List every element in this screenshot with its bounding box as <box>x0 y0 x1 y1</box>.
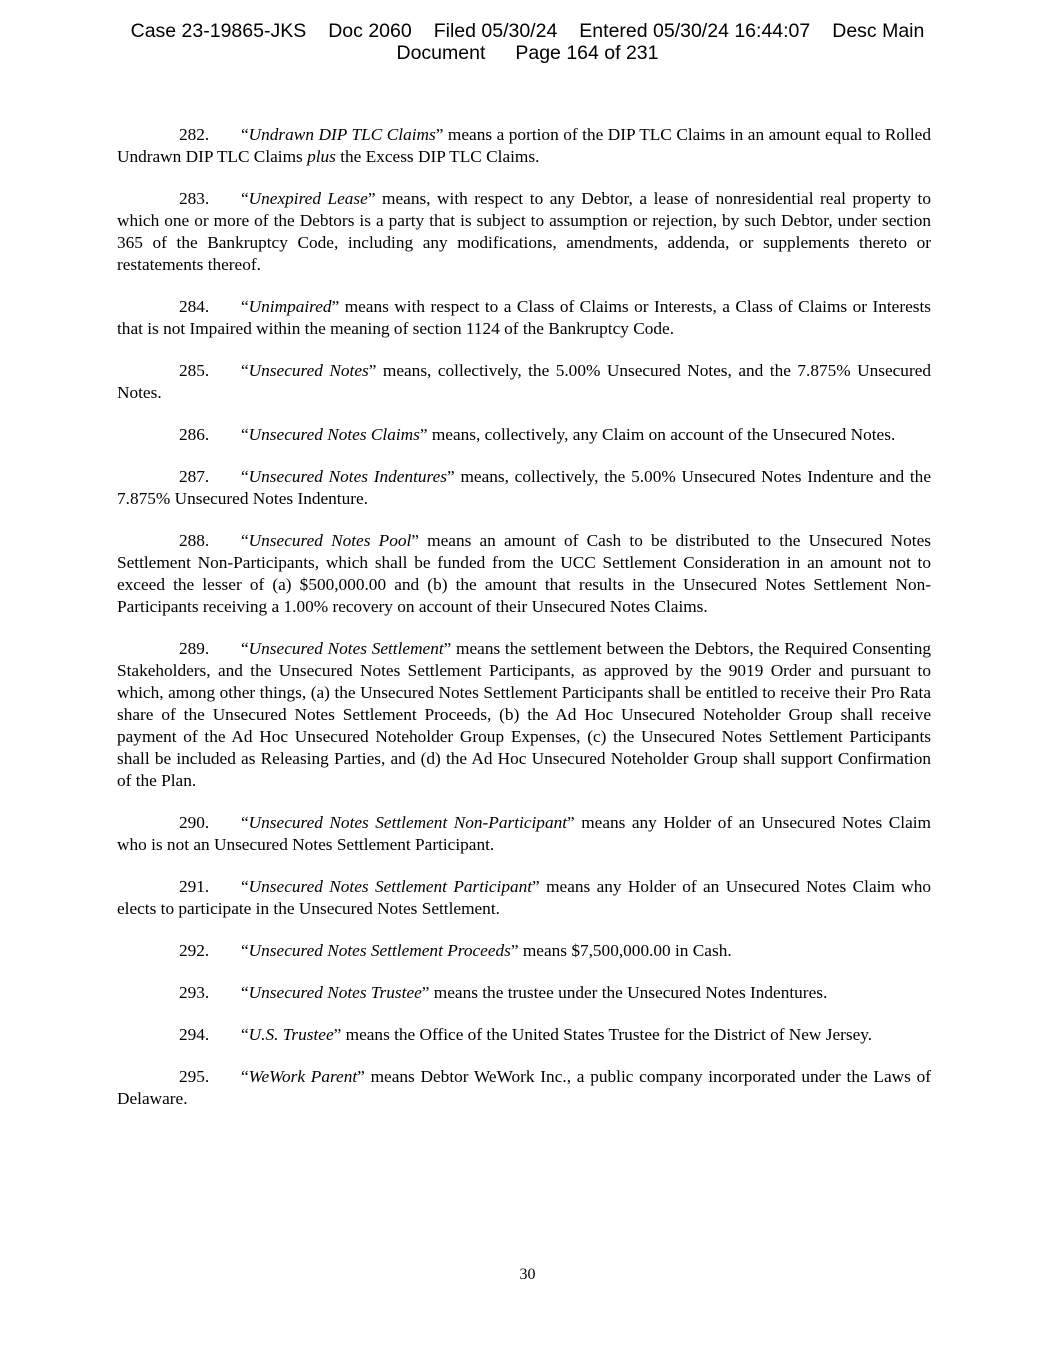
definition-text: ” means, collectively, the 5.00% Unsecured Notes Indenture and the 7.875% Unsecured Notes Indenture. <box>117 467 931 508</box>
document-label: Document <box>396 42 486 64</box>
definition-text: ” means the trustee under the Unsecured Notes Indentures. <box>421 983 828 1002</box>
defined-term: Unsecured Notes <box>248 361 369 380</box>
paragraph-number: 294. <box>179 1025 210 1044</box>
defined-term: Unsecured Notes Indentures <box>248 467 448 486</box>
definition-paragraph: 292. “Unsecured Notes Settlement Proceeds” means $7,500,000.00 in Cash. <box>179 941 732 960</box>
defined-term: Unsecured Notes Settlement <box>248 639 444 658</box>
defined-term: Unsecured Notes Settlement Proceeds <box>248 941 511 960</box>
definition-text: ” means with respect to a Class of Claims or Interests, a Class of Claims or Interests that is not Impaired within the meaning of section 1124 of the Bankruptcy Code. <box>117 297 931 338</box>
defined-term: Unsecured Notes Settlement Non-Participant <box>248 813 568 832</box>
paragraph-number: 295. <box>179 1067 210 1086</box>
filed-date: Filed 05/30/24 <box>433 20 558 42</box>
definition-paragraph: 289. “Unsecured Notes Settlement” means the settlement between the Debtors, the Required Consenting Stakeholders, and the Unsecured Notes Settlement Participants, as approved by the 9019 Order and pursuant to which, among other things, (a) the Unsecured Notes Settlement Participants shall be entitled to receive their Pro Rata share of the Unsecured Notes Settlement Proceeds, (b) the Ad Hoc Unsecured Noteholder Group shall receive payment of the Ad Hoc Unsecured Noteholder Group Expenses, (c) the Unsecured Notes Settlement Participants shall be included as Releasing Parties, and (d) the Ad Hoc Unsecured Noteholder Group shall support Confirmation of the Plan. <box>117 639 931 790</box>
emphasis-text: plus <box>307 147 336 166</box>
paragraph-number: 287. <box>179 467 210 486</box>
paragraph-number: 290. <box>179 813 210 832</box>
definition-text: ” means any Holder of an Unsecured Notes Claim who elects to participate in the Unsecured Notes Settlement. <box>117 877 931 918</box>
definition-paragraph: 295. “WeWork Parent” means Debtor WeWork Inc., a public company incorporated under the Laws of Delaware. <box>117 1067 931 1108</box>
definition-paragraph: 290. “Unsecured Notes Settlement Non-Participant” means any Holder of an Unsecured Notes Claim who is not an Unsecured Notes Settlement Participant. <box>117 813 931 854</box>
definition-paragraph: 286. “Unsecured Notes Claims” means, collectively, any Claim on account of the Unsecured Notes. <box>179 425 896 444</box>
definition-text: ” means, collectively, any Claim on account of the Unsecured Notes. <box>419 425 896 444</box>
paragraph-number: 282. <box>179 125 210 144</box>
desc-label: Desc Main <box>832 20 925 42</box>
defined-term: Undrawn DIP TLC Claims <box>248 125 436 144</box>
defined-term: WeWork Parent <box>248 1067 358 1086</box>
definition-text-continued: the Excess DIP TLC Claims. <box>335 147 540 166</box>
paragraph-number: 291. <box>179 877 210 896</box>
paragraph-number: 283. <box>179 189 210 208</box>
page-number: 30 <box>519 1266 536 1283</box>
defined-term: Unsecured Notes Settlement Participant <box>248 877 533 896</box>
definition-text: ” means, collectively, the 5.00% Unsecured Notes, and the 7.875% Unsecured Notes. <box>117 361 932 402</box>
paragraph-number: 293. <box>179 983 210 1002</box>
definition-text: ” means the settlement between the Debtors, the Required Consenting Stakeholders, and the Unsecured Notes Settlement Participants, as approved by the 9019 Order and pursuant to which, among other things, (a) the Unsecured Notes Settlement Participants shall be entitled to receive their Pro Rata share of the Unsecured Notes Settlement Proceeds, (b) the Ad Hoc Unsecured Noteholder Group shall receive payment of the Ad Hoc Unsecured Noteholder Group Expenses, (c) the Unsecured Notes Settlement Participants shall be included as Releasing Parties, and (d) the Ad Hoc Unsecured Noteholder Group shall support Confirmation of the Plan. <box>117 639 931 790</box>
definition-paragraph: 293. “Unsecured Notes Trustee” means the trustee under the Unsecured Notes Indentures. <box>179 983 828 1002</box>
definition-text: ” means Debtor WeWork Inc., a public company incorporated under the Laws of Delaware. <box>117 1067 931 1108</box>
paragraph-number: 286. <box>179 425 210 444</box>
defined-term: Unsecured Notes Trustee <box>248 983 422 1002</box>
definition-text: ” means a portion of the DIP TLC Claims in an amount equal to Rolled Undrawn DIP TLC Claims <box>117 125 931 166</box>
definition-text: ” means, with respect to any Debtor, a lease of nonresidential real property to which one or more of the Debtors is a party that is subject to assumption or rejection, by such Debtor, under section 365 of the Bankruptcy Code, including any modifications, amendments, addenda, or supplements thereto or restatements thereof. <box>117 189 931 274</box>
defined-term: Unimpaired <box>248 297 332 316</box>
definitions-body <box>117 124 931 1130</box>
paragraph-number: 289. <box>179 639 210 658</box>
paragraph-number: 284. <box>179 297 210 316</box>
definition-paragraph: 284. “Unimpaired” means with respect to a Class of Claims or Interests, a Class of Claims or Interests that is not Impaired within the meaning of section 1124 of the Bankruptcy Code. <box>117 297 931 338</box>
paragraph-number: 285. <box>179 361 210 380</box>
definition-paragraph: 287. “Unsecured Notes Indentures” means, collectively, the 5.00% Unsecured Notes Indenture and the 7.875% Unsecured Notes Indenture. <box>117 467 931 508</box>
filing-header <box>0 20 1055 64</box>
paragraph-number: 288. <box>179 531 210 550</box>
definition-paragraph: 283. “Unexpired Lease” means, with respect to any Debtor, a lease of nonresidential real property to which one or more of the Debtors is a party that is subject to assumption or rejection, by such Debtor, under section 365 of the Bankruptcy Code, including any modifications, amendments, addenda, or supplements thereto or restatements thereof. <box>117 189 931 274</box>
definition-text: ” means $7,500,000.00 in Cash. <box>510 941 732 960</box>
definition-paragraph: 291. “Unsecured Notes Settlement Participant” means any Holder of an Unsecured Notes Claim who elects to participate in the Unsecured Notes Settlement. <box>117 877 931 918</box>
definition-paragraph: 294. “U.S. Trustee” means the Office of the United States Trustee for the District of New Jersey. <box>179 1025 873 1044</box>
definition-text: ” means any Holder of an Unsecured Notes Claim who is not an Unsecured Notes Settlement Participant. <box>117 813 931 854</box>
definition-paragraph: 282. “Undrawn DIP TLC Claims” means a portion of the DIP TLC Claims in an amount equal to Rolled Undrawn DIP TLC Claims plus the Excess DIP TLC Claims. <box>117 125 931 166</box>
entered-date: Entered 05/30/24 16:44:07 <box>579 20 811 42</box>
defined-term: Unsecured Notes Pool <box>248 531 412 550</box>
definition-paragraph: 288. “Unsecured Notes Pool” means an amount of Cash to be distributed to the Unsecured Notes Settlement Non-Participants, which shall be funded from the UCC Settlement Consideration in an amount not to exceed the lesser of (a) $500,000.00 and (b) the amount that results in the Unsecured Notes Settlement Non-Participants receiving a 1.00% recovery on account of their Unsecured Notes Claims. <box>117 531 931 616</box>
definition-text: ” means the Office of the United States Trustee for the District of New Jersey. <box>333 1025 873 1044</box>
page-indicator: Page 164 of 231 <box>515 42 659 64</box>
definition-paragraph: 285. “Unsecured Notes” means, collectively, the 5.00% Unsecured Notes, and the 7.875% Unsecured Notes. <box>117 361 932 402</box>
defined-term: U.S. Trustee <box>248 1025 334 1044</box>
case-number: Case 23-19865-JKS <box>130 20 307 42</box>
paragraph-number: 292. <box>179 941 210 960</box>
definition-text: ” means an amount of Cash to be distributed to the Unsecured Notes Settlement Non-Participants, which shall be funded from the UCC Settlement Consideration in an amount not to exceed the lesser of (a) $500,000.00 and (b) the amount that results in the Unsecured Notes Settlement Non-Participants receiving a 1.00% recovery on account of their Unsecured Notes Claims. <box>117 531 931 616</box>
defined-term: Unexpired Lease <box>248 189 368 208</box>
defined-term: Unsecured Notes Claims <box>248 425 420 444</box>
doc-number: Doc 2060 <box>328 20 412 42</box>
